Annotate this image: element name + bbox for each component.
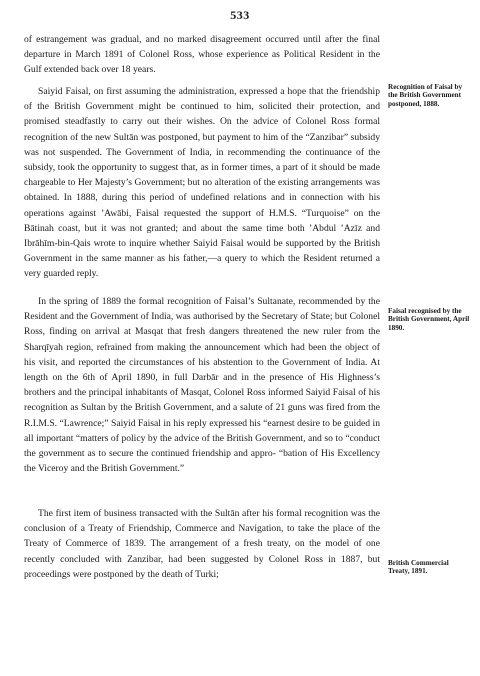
body-text <box>24 32 380 586</box>
paragraph-commercial-treaty: The first item of business transacted with the Sultān after his formal recognition was the conclusion of a Treaty of Friendship, Commerce and Navigation, to take the place of the Treaty of Commerce of 1839. The arrangement of a fresh treaty, on the model of one recently concluded with Zanzibar, had been suggested by Colonel Ross in 1887, but proceedings were postponed by the death of Turki; <box>24 508 380 580</box>
margin-note-recognition-postponed: Recognition of Faisal by the British Government postponed, 1888. <box>388 83 463 108</box>
paragraph-recognition-1890: In the spring of 1889 the formal recognition of Faisal’s Sultanate, recommended by the Resident and the Government of India, was authorised by the Secretary of State; but Colonel Ross, finding on arrival at Masqat that fresh dangers threatened the new ruler from the Sharqīyah region, refrained from making the announcement which had been the object of his visit, and reported the circumstances of his abstention to the Government of India. At length on the 6th of April 1890, in full Darbār and in the presence of His Highness’s brothers and the principal inhabitants of Masqat, Colonel Ross informed Saiyid Faisal of his recognition as Sultan by the British Government, and a salute of 21 guns was fired from the R.I.M.S. “Lawrence;” Saiyid Faisal in his reply expressed his “earnest desire to be guided in all important “matters of policy by the advice of the British Government, and so to “conduct the government as to secure the continued friendship and appro- “bation of His Excellency the Viceroy and the British Government.” <box>24 296 380 475</box>
page-number: 533 <box>230 8 250 22</box>
margin-note-faisal-recognised: Faisal recognised by the British Government, April 1890. <box>388 307 470 332</box>
paragraph-estrangement: of estrangement was gradual, and no marked disagreement occurred until after the final departure in March 1891 of Colonel Ross, whose experience as Political Resident in the Gulf extended back over 18 years. <box>24 34 380 76</box>
paragraph-faisal-administration: Saiyid Faisal, on first assuming the administration, expressed a hope that the friendship of the British Government might be continued to him, solicited their protection, and promised steadfastly to carry out their wishes. On the advice of Colonel Ross formal recognition of the new Sultān was postponed, but payment to him of the “Zanzibar” subsidy was not suspended. The Government of India, in recommending the continuance of the subsidy, took the opportunity to suggest that, as in former times, a part of it should be made chargeable to Her Majesty’s Government; but no alteration of the existing arrangements was obtained. In 1888, during this period of undefined relations and in connection with his operations against ’Awābi, Faisal requested the support of H.M.S. “Turquoise” on the Bātinah coast, but it was not granted; and about the same time both ’Abdul ’Azīz and Ibrāhīm-bin-Qais wrote to inquire whether Saiyid Faisal would be supported by the British Government in the same manner as his father,—a query to which the Resident returned a very guarded reply. <box>24 86 380 280</box>
margin-note-commercial-treaty: British Commercial Treaty, 1891. <box>388 559 449 576</box>
